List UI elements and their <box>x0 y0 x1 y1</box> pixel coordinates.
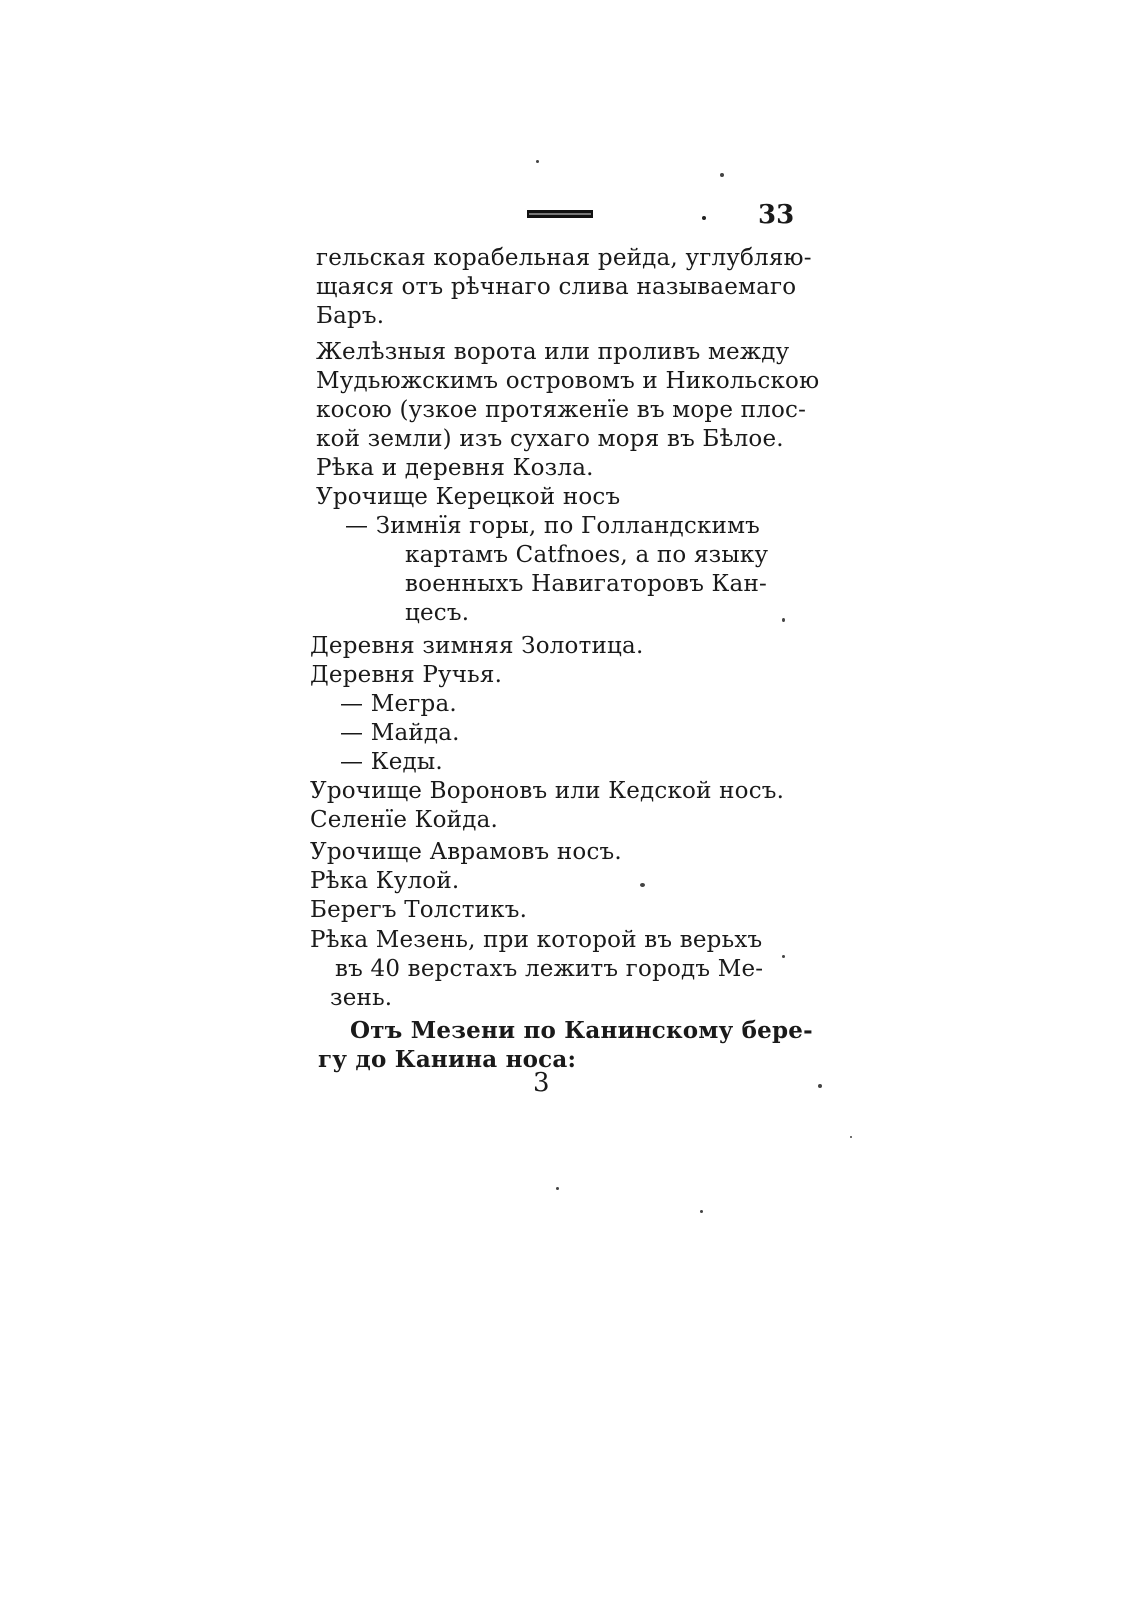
text-line: Урочище Керецкой носъ <box>316 484 621 510</box>
text-line: Селенїе Койда. <box>310 807 499 833</box>
page-number: 33 <box>758 200 795 230</box>
text-line: Урочище Вороновъ или Кедской носъ. <box>310 778 785 804</box>
text-line: Баръ. <box>316 303 385 329</box>
print-speck <box>818 1084 822 1088</box>
text-line: Урочище Аврамовъ носъ. <box>310 839 622 865</box>
text-line: косою (узкое протяженїе въ море плос- <box>316 397 807 423</box>
text-line: гельская корабельная рейда, углубляю- <box>316 245 812 271</box>
print-speck <box>640 883 645 887</box>
print-speck <box>850 1136 852 1138</box>
text-line: Рѣка и деревня Козла. <box>316 455 594 481</box>
signature-mark: 3 <box>533 1068 550 1098</box>
text-line: — Кеды. <box>340 749 443 775</box>
print-speck <box>536 160 539 163</box>
text-line: цесъ. <box>405 600 470 626</box>
text-line: Мудьюжскимъ островомъ и Никольскою <box>316 368 820 394</box>
text-line: Деревня Ручья. <box>310 662 503 688</box>
text-line: зень. <box>330 985 393 1011</box>
text-line: щаяся отъ рѣчнаго слива называемаго <box>316 274 797 300</box>
print-speck <box>556 1187 559 1190</box>
section-heading-line: Отъ Мезени по Канинскому бере- <box>350 1017 813 1044</box>
text-line: — Мегра. <box>340 691 457 717</box>
text-line: въ 40 верстахъ лежитъ городъ Ме- <box>335 956 764 982</box>
text-line: военныхъ Навигаторовъ Кан- <box>405 571 767 597</box>
text-line: Берегъ Толстикъ. <box>310 897 528 923</box>
text-line: — Майда. <box>340 720 460 746</box>
header-ornament <box>527 210 593 218</box>
text-line: Деревня зимняя Золотица. <box>310 633 644 659</box>
section-heading-line: гу до Канина носа: <box>318 1046 577 1073</box>
header-dot <box>702 216 706 220</box>
text-line: Рѣка Мезень, при которой въ верьхъ <box>310 927 763 953</box>
text-line: картамъ Catfnoes, а по языку <box>405 542 769 568</box>
text-line: кой земли) изъ сухаго моря въ Бѣлое. <box>316 426 784 452</box>
print-speck <box>782 618 785 622</box>
print-speck <box>720 173 724 177</box>
text-line: — Зимнїя горы, по Голландскимъ <box>345 513 761 539</box>
print-speck <box>700 1210 703 1213</box>
text-line: Рѣка Кулой. <box>310 868 460 894</box>
print-speck <box>782 955 785 958</box>
text-line: Желѣзныя ворота или проливъ между <box>316 339 790 365</box>
